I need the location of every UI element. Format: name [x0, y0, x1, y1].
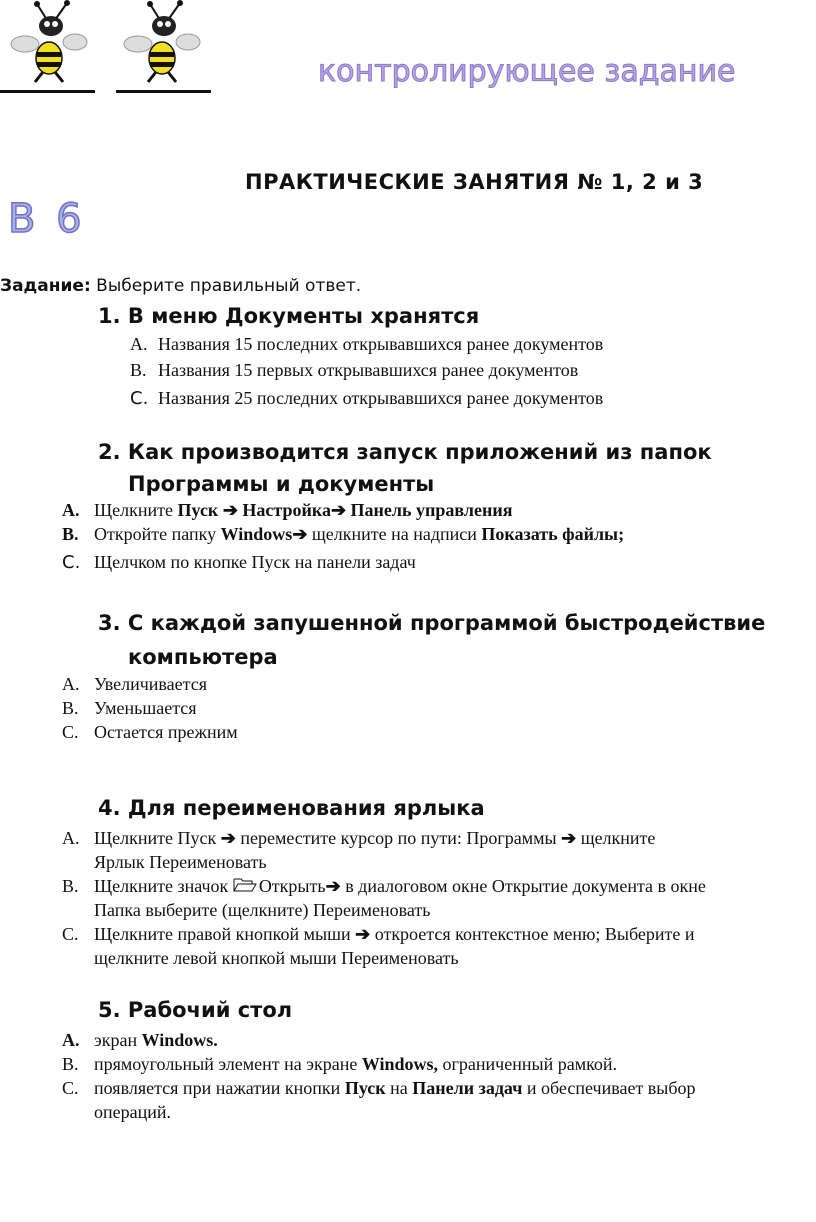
question-4-title: 4. Для переименования ярлыка [98, 796, 485, 820]
question-2-options [62, 498, 624, 575]
question-3-title: 3. С каждой запушенной программой быстродействие компьютера [98, 611, 766, 669]
right-arrow-icon: ➔ [292, 524, 308, 544]
list-item: С. появляется при нажатии кнопки Пуск на Панели задач и обеспечивает выбор [62, 1078, 696, 1098]
bee-icon-left [5, 0, 95, 95]
bee-icon-right [118, 0, 208, 95]
list-item: В. Названия 15 первых открывавшихся ранее документов [130, 360, 579, 380]
question-2-title: 2. Как производится запуск приложений из папок Программы и документы [98, 440, 712, 496]
list-item: В. Щелкните значок Открыть➔ в диалоговом окне Открытие документа в окне [62, 876, 706, 896]
wordart-title: контролирующее задание [318, 54, 736, 89]
right-arrow-icon: ➔ [561, 828, 577, 848]
list-item: С. Остается прежним [62, 722, 238, 742]
question-5-options: А. экран Windows. В. прямоугольный элемент на экране Windows, ограниченный рамкой. С. появляется при нажатии кнопки Пуск на Панели задач и обеспечивает выбор операций. [62, 1030, 696, 1122]
question-3-options [62, 672, 238, 744]
question-4-options: А. Щелкните Пуск ➔ переместите курсор по пути: Программы ➔ щелкните Ярлык Переименовать В. Щелкните значок Открыть➔ в диалоговом окне Открытие документа в окне Папка выберите (щелкните) Переименовать С. Щелкните правой кнопкой мыши ➔ откроется контекстное меню; Выберите и щелкните левой кнопкой мыши Переименовать [62, 828, 706, 968]
list-item: А. Увеличивается [62, 674, 207, 694]
divider-left [0, 90, 95, 93]
question-1-title: 1. В меню Документы хранятся [98, 304, 480, 328]
right-arrow-icon: ➔ [355, 924, 371, 944]
divider-right [116, 90, 211, 93]
list-item: В. Уменьшается [62, 698, 197, 718]
question-5-title: 5. Рабочий стол [98, 998, 293, 1022]
list-item: А. экран Windows. [62, 1030, 218, 1050]
list-item: А. Щелкните Пуск ➔ Настройка➔ Панель управления [62, 500, 513, 520]
right-arrow-icon: ➔ [222, 500, 238, 520]
list-item: В. прямоугольный элемент на экране Windows, ограниченный рамкой. [62, 1054, 618, 1074]
list-item: С. Названия 25 последних открывавшихся ранее документов [130, 388, 604, 409]
page-title: ПРАКТИЧЕСКИЕ ЗАНЯТИЯ № 1, 2 и 3 [245, 170, 704, 194]
list-item: А. Щелкните Пуск ➔ переместите курсор по пути: Программы ➔ щелкните [62, 828, 656, 848]
list-item: С. Щелкните правой кнопкой мыши ➔ откроется контекстное меню; Выберите и [62, 924, 695, 944]
folder-open-icon [233, 874, 259, 898]
right-arrow-icon: ➔ [330, 500, 347, 520]
list-item: С. Щелчком по кнопке Пуск на панели задач [62, 552, 416, 573]
variant-badge: В 6 [8, 196, 86, 242]
right-arrow-icon: ➔ [325, 876, 341, 896]
right-arrow-icon: ➔ [220, 828, 236, 848]
question-1-options [130, 332, 603, 411]
list-item: В. Откройте папку Windows➔ щелкните на надписи Показать файлы; [62, 524, 625, 544]
list-item: А. Названия 15 последних открывавшихся ранее документов [130, 334, 604, 354]
task-instruction: Задание: Выберите правильный ответ. [0, 276, 362, 296]
